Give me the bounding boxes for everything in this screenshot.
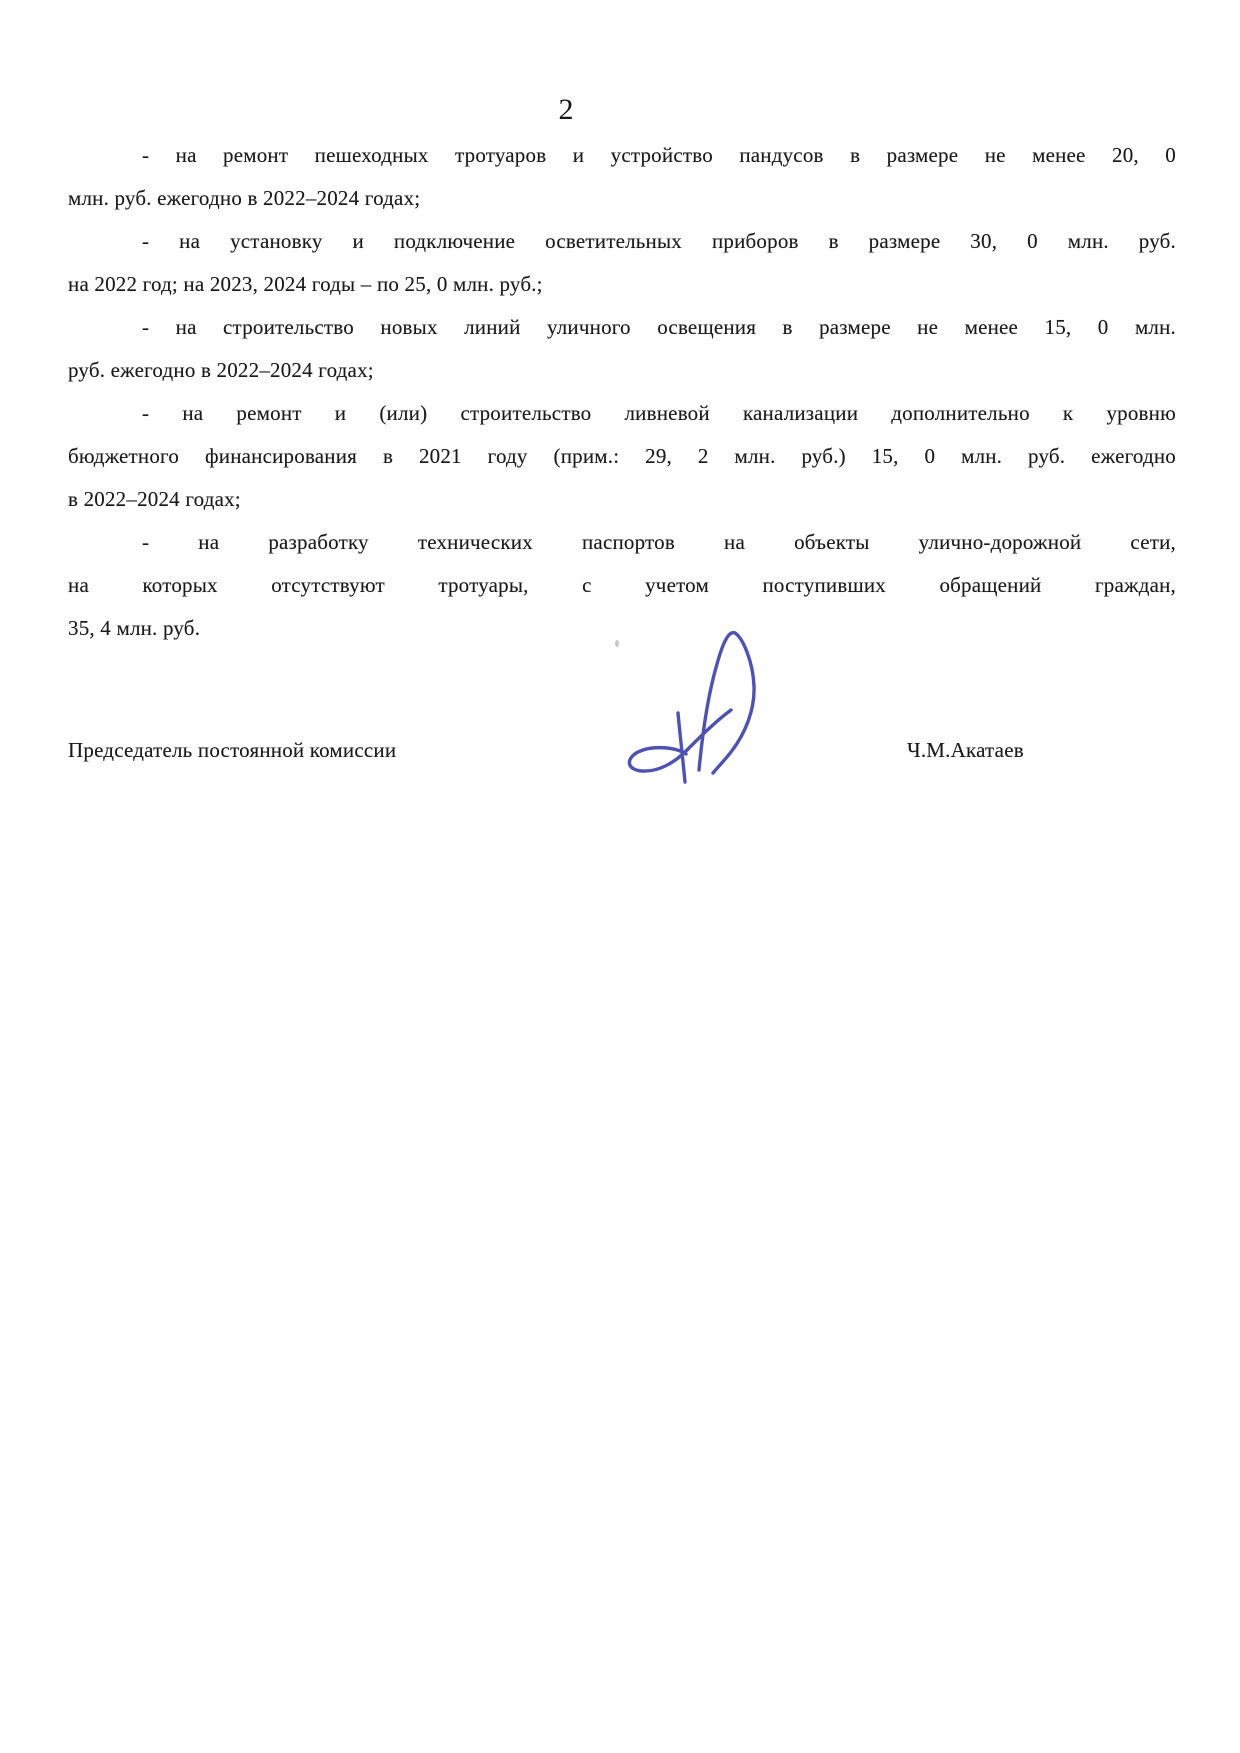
document-body [68, 134, 1176, 650]
text-line: 35, 4 млн. руб. [68, 616, 201, 640]
text-line: - на ремонт пешеходных тротуаров и устройство пандусов в размере не менее 20, 0 [142, 143, 1176, 167]
page-number-row [0, 94, 1132, 126]
text-line: - на установку и подключение осветительных приборов в размере 30, 0 млн. руб. [142, 229, 1176, 253]
signature-line [68, 736, 1176, 766]
text-line: - на строительство новых линий уличного освещения в размере не менее 15, 0 млн. [142, 315, 1176, 339]
text-line: в 2022–2024 годах; [68, 487, 241, 511]
signer-title: Председатель постоянной комиссии [68, 738, 397, 762]
signer-name: Ч.М.Акатаев [907, 738, 1024, 762]
text-line: на 2022 год; на 2023, 2024 годы – по 25, 0 млн. руб.; [68, 272, 543, 296]
text-line: - на ремонт и (или) строительство ливневой канализации дополнительно к уровню [142, 401, 1176, 425]
text-line: - на разработку технических паспортов на объекты улично-дорожной сети, [142, 530, 1176, 554]
text-line: бюджетного финансирования в 2021 году (прим.: 29, 2 млн. руб.) 15, 0 млн. руб. ежегодно [68, 444, 1176, 468]
text-line: млн. руб. ежегодно в 2022–2024 годах; [68, 186, 421, 210]
text-line: руб. ежегодно в 2022–2024 годах; [68, 358, 374, 382]
page-number: 2 [558, 93, 574, 126]
text-line: на которых отсутствуют тротуары, с учетом поступивших обращений граждан, [68, 573, 1176, 597]
